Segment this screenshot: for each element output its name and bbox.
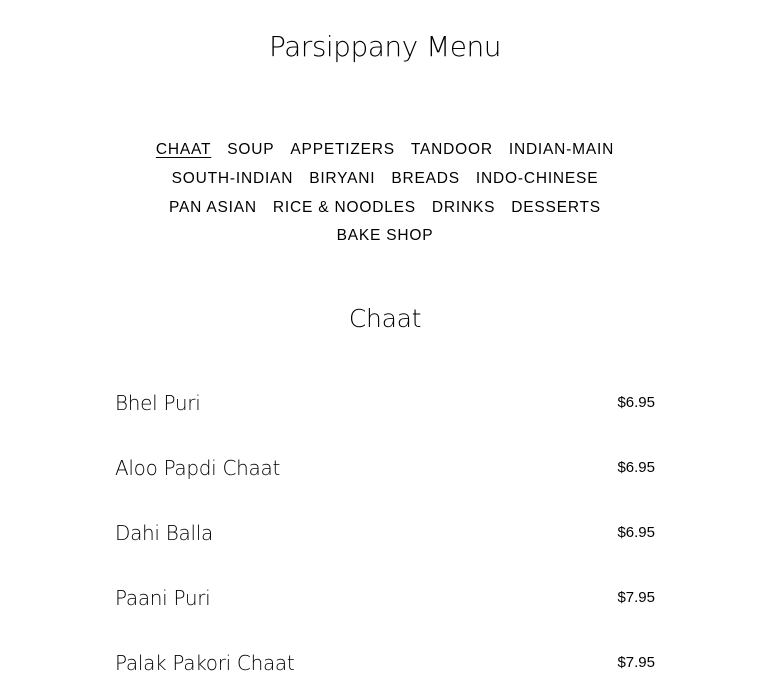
nav-link-indo-chinese[interactable]: INDO-CHINESE [475,169,599,187]
menu-item-name: Bhel Puri [115,391,201,415]
nav-link-appetizers[interactable]: APPETIZERS [290,141,395,158]
nav-link-tandoor[interactable]: TANDOOR [410,141,493,158]
nav-link-rice-noodles[interactable]: RICE & NOODLES [272,198,416,216]
nav-row [100,194,670,223]
menu-item-price: $6.95 [617,459,655,476]
nav-link-bake-shop[interactable]: BAKE SHOP [336,227,434,245]
page-title: Parsippany Menu [269,30,501,63]
menu-item [115,646,655,673]
menu-item-price: $7.95 [617,589,655,606]
menu-item-name: Aloo Papdi Chaat [115,456,280,480]
menu-item-price: $6.95 [617,524,655,541]
menu-item-list [115,386,655,673]
nav-row [100,222,670,251]
nav-link-indian-main[interactable]: INDIAN-MAIN [508,141,615,158]
menu-item-price: $7.95 [617,654,655,671]
nav-link-south-indian[interactable]: SOUTH-INDIAN [171,169,294,187]
menu-item [115,516,655,581]
menu-item [115,451,655,516]
menu-item-name: Dahi Balla [115,521,213,545]
nav-link-pan-asian[interactable]: PAN ASIAN [169,198,257,216]
nav-link-soup[interactable]: SOUP [227,141,275,158]
menu-item-name: Paani Puri [115,586,211,610]
nav-link-desserts[interactable]: DESSERTS [511,198,601,216]
menu-item-name: Palak Pakori Chaat [115,651,295,673]
nav-link-biryani[interactable]: BIRYANI [309,169,376,187]
nav-link-breads[interactable]: BREADS [391,169,460,187]
nav-link-chaat[interactable]: CHAAT [155,141,212,158]
nav-row [100,165,670,194]
menu-category-nav [100,136,670,251]
nav-link-drinks[interactable]: DRINKS [431,198,496,216]
menu-item-price: $6.95 [617,394,655,411]
menu-item [115,386,655,451]
menu-item [115,581,655,646]
section-title: Chaat [348,304,422,333]
nav-row [100,136,670,165]
